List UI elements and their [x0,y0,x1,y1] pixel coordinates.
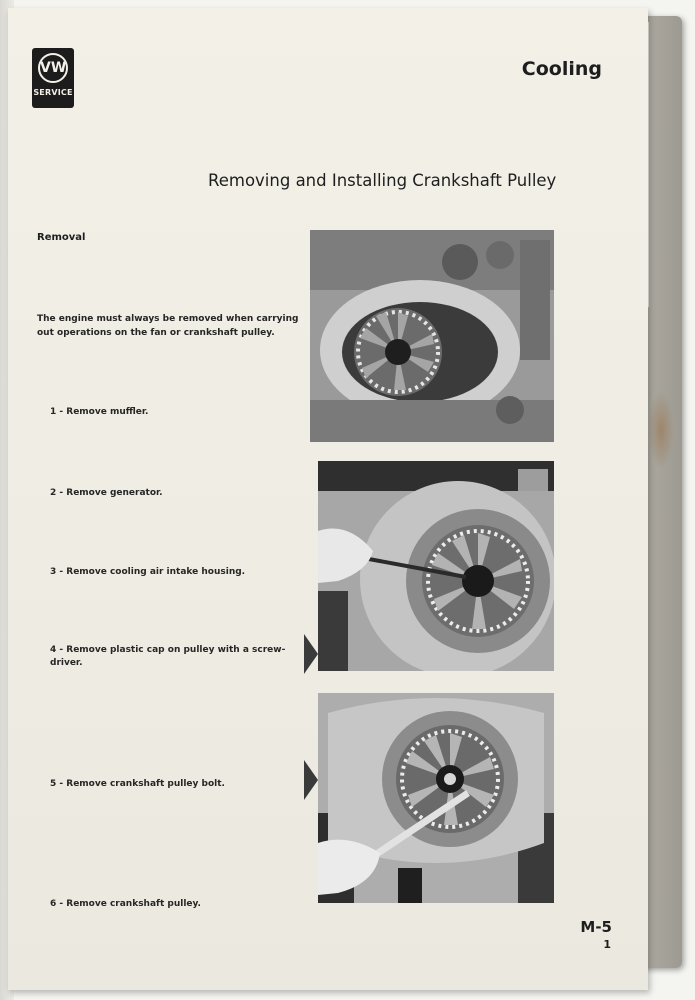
pointer-arrow-icon [304,760,318,800]
section-title: Cooling [521,58,602,80]
manual-page [8,8,648,990]
step-5: 5 - Remove crankshaft pulley bolt. [50,779,225,789]
step-1: 1 - Remove muffler. [50,407,149,417]
step-2: 2 - Remove generator. [50,488,163,498]
step-4: 4 - Remove plastic cap on pulley with a screw-driver. [50,645,286,668]
page-number: 1 [603,938,611,951]
logo-service-label: SERVICE [33,88,73,97]
step-3: 3 - Remove cooling air intake housing. [50,567,246,577]
binder-stain [648,390,674,470]
pointer-arrow-icon [304,634,318,674]
photo-remove-bolt [318,693,554,903]
removal-subheading: Removal [37,232,86,243]
page-code: M-5 [580,918,612,936]
vw-logo-icon: VW [38,53,68,83]
photo-engine-fan [310,230,554,442]
intro-paragraph: The engine must always be removed when carrying out operations on the fan or crankshaft pulley. [37,314,299,338]
page-title: Removing and Installing Crankshaft Pulley [208,171,557,190]
step-6: 6 - Remove crankshaft pulley. [50,899,201,909]
vw-service-logo [32,48,74,108]
photo-remove-cap [318,461,554,671]
